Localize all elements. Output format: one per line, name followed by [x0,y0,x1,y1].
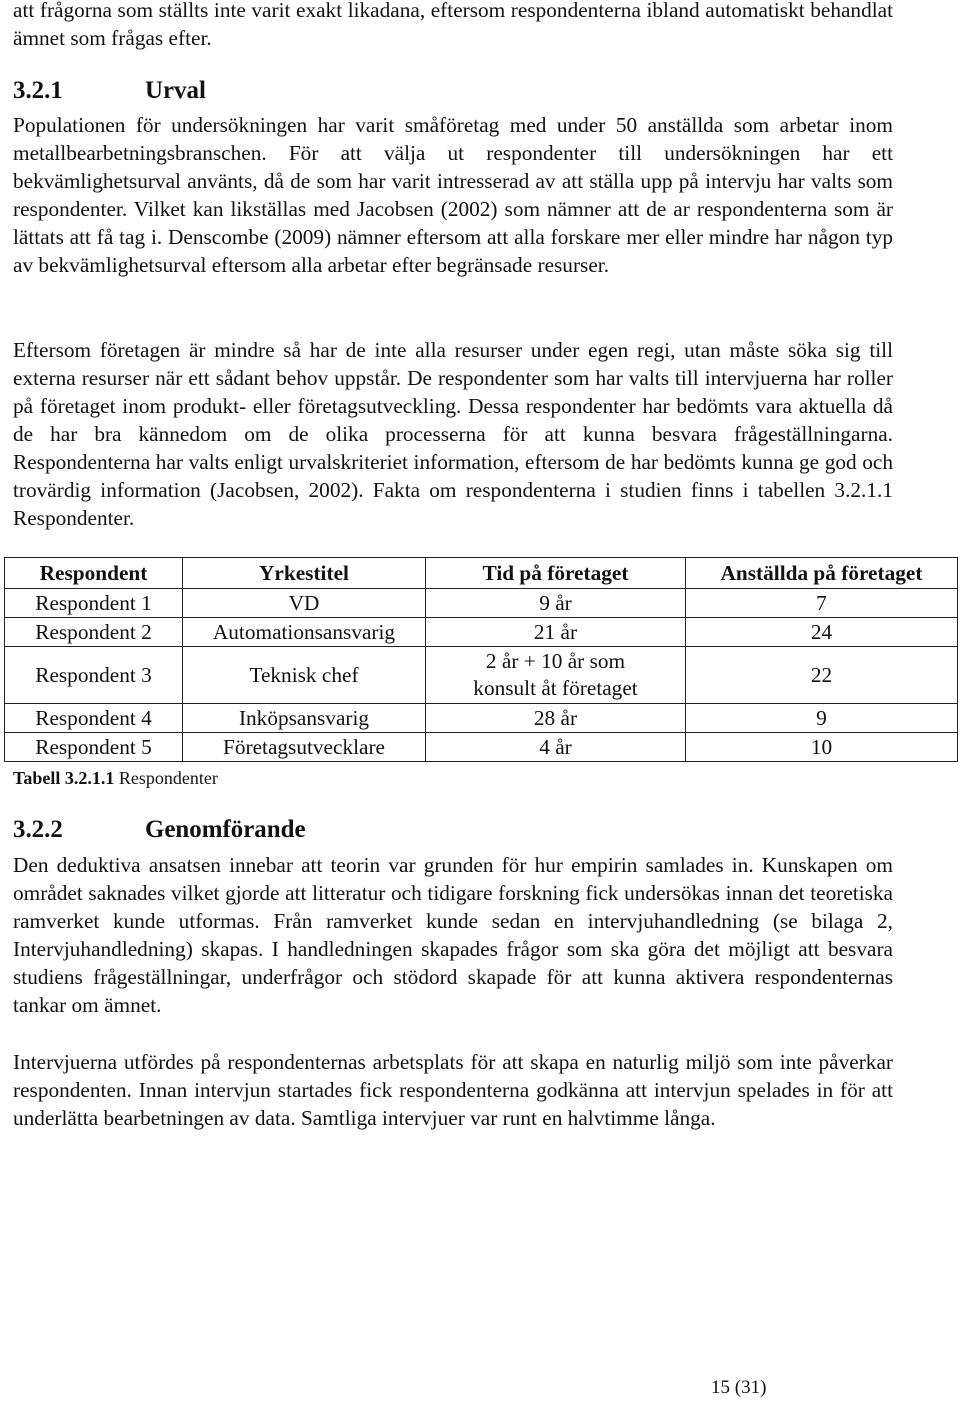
table-cell: 9 [686,704,958,733]
table-cell: Respondent 3 [5,647,183,704]
page-number: 15 (31) [711,1377,767,1398]
table-cell: Teknisk chef [183,647,426,704]
table-cell: 7 [686,589,958,618]
table-cell: Respondent 5 [5,733,183,762]
urval-paragraph-2: Eftersom företagen är mindre så har de inte alla resurser under egen regi, utan måste söka sig till externa resurser när ett sådant behov uppstår. De respondenter som har valts till intervjuerna har roller på företaget inom produkt- eller företagsutveckling. Dessa respondenter har bedömts vara aktuella då de har bra kännedom om de olika processerna för att kunna besvara frågeställningarna. Respondenterna har valts enligt urvalskriteriet information, eftersom de har bedömts kunna ge god och trovärdig information (Jacobsen, 2002). Fakta om respondenterna i studien finns i tabellen 3.2.1.1 Respondenter. [13,338,893,530]
section-number: 3.2.2 [13,816,63,843]
header-cell: Yrkestitel [183,558,426,589]
table-cell: Respondent 2 [5,618,183,647]
header-cell: Tid på företaget [426,558,686,589]
section-number: 3.2.1 [13,77,63,104]
table-cell: Respondent 4 [5,704,183,733]
table-cell: 24 [686,618,958,647]
caption-label: Tabell 3.2.1.1 [13,768,115,788]
genomforande-paragraph-2: Intervjuerna utfördes på respondenternas arbetsplats för att skapa en naturlig miljö som inte påverkar respondenten. Innan intervjun startades fick respondenterna godkänna att intervjun spelades in för att underlätta bearbetningen av data. Samtliga intervjuer var runt en halvtimme långa. [13,1050,893,1130]
table-cell: Företagsutvecklare [183,733,426,762]
header-cell: Respondent [5,558,183,589]
table-cell: 2 år + 10 år som konsult åt företaget [426,647,686,704]
urval-paragraph-1: Populationen för undersökningen har varit småföretag med under 50 anställda som arbetar inom metallbearbetningsbranschen. För att välja ut respondenter till undersökningen har ett bekvämlighetsurval använts, då de som har varit intresserad av att ställa upp på intervju har valts som respondenter. Vilket kan likställas med Jacobsen (2002) som nämner att de ar respondenterna som är lättats att få tag i. Denscombe (2009) nämner eftersom att alla forskare mer eller mindre har någon typ av bekvämlighetsurval eftersom alla arbetar efter begränsade resurser. [13,113,893,277]
table-cell: 4 år [426,733,686,762]
table-caption [13,766,218,790]
table-row [5,704,958,733]
table-cell: VD [183,589,426,618]
section-heading-urval [13,77,206,105]
caption-text: Respondenter [114,768,218,788]
table-header-row [5,558,958,589]
table-cell: Automationsansvarig [183,618,426,647]
table-row [5,589,958,618]
respondent-table [4,557,958,762]
table-row [5,733,958,762]
table-cell: Respondent 1 [5,589,183,618]
section-title: Genomförande [145,816,306,843]
section-heading-genomforande [13,816,306,844]
table-cell: 21 år [426,618,686,647]
table-cell: 9 år [426,589,686,618]
table-cell: 28 år [426,704,686,733]
table-cell: 10 [686,733,958,762]
header-cell: Anställda på företaget [686,558,958,589]
intro-paragraph: att frågorna som ställts inte varit exakt likadana, eftersom respondenterna ibland automatiskt behandlat ämnet som frågas efter. [13,0,893,50]
table-cell: 22 [686,647,958,704]
table-row [5,647,958,704]
table-row [5,618,958,647]
genomforande-paragraph-1: Den deduktiva ansatsen innebar att teorin var grunden för hur empirin samlades in. Kunskapen om området saknades vilket gjorde att litteratur och tidigare forskning fick undersökas innan det teoretiska ramverket kunde utformas. Från ramverket kunde sedan en intervjuhandledning (se bilaga 2, Intervjuhandledning) skapas. I handledningen skapades frågor som ska göra det möjligt att besvara studiens frågeställningar, underfrågor och stödord skapade för att kunna aktivera respondenternas tankar om ämnet. [13,853,893,1017]
table-cell: Inköpsansvarig [183,704,426,733]
section-title: Urval [145,77,206,104]
